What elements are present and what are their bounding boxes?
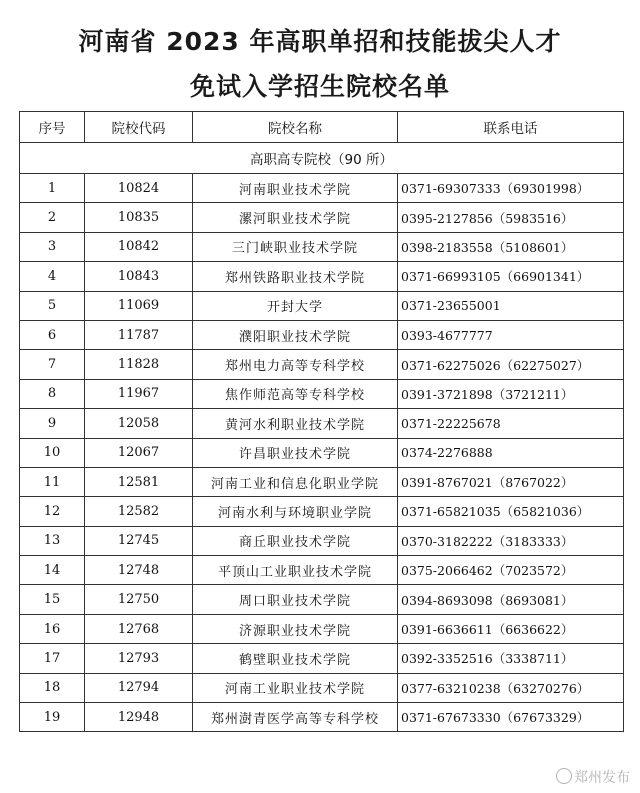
row-num: 14 <box>20 556 85 585</box>
row-num: 1 <box>20 174 85 203</box>
row-code: 12058 <box>85 409 193 438</box>
row-phone: 0398-2183558（5108601） <box>398 232 624 261</box>
row-code: 11069 <box>85 291 193 320</box>
row-name: 商丘职业技术学院 <box>193 526 398 555</box>
row-phone: 0370-3182222（3183333） <box>398 526 624 555</box>
row-phone: 0371-23655001 <box>398 291 624 320</box>
row-num: 8 <box>20 379 85 408</box>
row-code: 12750 <box>85 585 193 614</box>
table-row <box>20 379 624 408</box>
table-header-row <box>20 112 624 143</box>
row-code: 11967 <box>85 379 193 408</box>
watermark <box>556 767 630 787</box>
row-name: 濮阳职业技术学院 <box>193 320 398 349</box>
row-name: 漯河职业技术学院 <box>193 203 398 232</box>
row-code: 12948 <box>85 703 193 732</box>
row-phone: 0393-4677777 <box>398 320 624 349</box>
row-name: 河南工业和信息化职业学院 <box>193 467 398 496</box>
row-phone: 0391-8767021（8767022） <box>398 467 624 496</box>
row-num: 7 <box>20 350 85 379</box>
row-code: 12768 <box>85 614 193 643</box>
table-row <box>20 409 624 438</box>
row-code: 11787 <box>85 320 193 349</box>
schools-table <box>19 111 624 732</box>
row-code: 12067 <box>85 438 193 467</box>
row-num: 15 <box>20 585 85 614</box>
row-name: 济源职业技术学院 <box>193 614 398 643</box>
table-row <box>20 262 624 291</box>
header-name: 院校名称 <box>193 112 398 143</box>
row-phone: 0371-62275026（62275027） <box>398 350 624 379</box>
row-code: 12793 <box>85 644 193 673</box>
row-name: 河南水利与环境职业学院 <box>193 497 398 526</box>
row-code: 12794 <box>85 673 193 702</box>
row-phone: 0371-22225678 <box>398 409 624 438</box>
table-row <box>20 438 624 467</box>
row-num: 12 <box>20 497 85 526</box>
row-name: 鹤壁职业技术学院 <box>193 644 398 673</box>
row-code: 10835 <box>85 203 193 232</box>
row-name: 平顶山工业职业技术学院 <box>193 556 398 585</box>
row-name: 河南职业技术学院 <box>193 174 398 203</box>
row-num: 4 <box>20 262 85 291</box>
row-num: 11 <box>20 467 85 496</box>
row-phone: 0377-63210238（63270276） <box>398 673 624 702</box>
row-num: 17 <box>20 644 85 673</box>
row-code: 12748 <box>85 556 193 585</box>
row-code: 11828 <box>85 350 193 379</box>
watermark-text: 郑州发布 <box>574 770 630 786</box>
row-num: 18 <box>20 673 85 702</box>
row-name: 三门峡职业技术学院 <box>193 232 398 261</box>
row-phone: 0395-2127856（5983516） <box>398 203 624 232</box>
row-num: 9 <box>20 409 85 438</box>
row-name: 郑州电力高等专科学校 <box>193 350 398 379</box>
row-name: 河南工业职业技术学院 <box>193 673 398 702</box>
table-row <box>20 174 624 203</box>
document-title-line2: 免试入学招生院校名单 <box>189 72 450 101</box>
row-num: 13 <box>20 526 85 555</box>
row-num: 3 <box>20 232 85 261</box>
section-label: 高职高专院校（90 所） <box>20 143 624 174</box>
section-row <box>20 143 624 174</box>
row-phone: 0392-3352516（3338711） <box>398 644 624 673</box>
table-row <box>20 614 624 643</box>
table-row <box>20 644 624 673</box>
row-phone: 0371-67673330（67673329） <box>398 703 624 732</box>
table-row <box>20 232 624 261</box>
row-code: 12582 <box>85 497 193 526</box>
header-code: 院校代码 <box>85 112 193 143</box>
row-name: 焦作师范高等专科学校 <box>193 379 398 408</box>
table-row <box>20 556 624 585</box>
row-num: 5 <box>20 291 85 320</box>
row-code: 12745 <box>85 526 193 555</box>
table-row <box>20 526 624 555</box>
weibo-icon <box>556 768 572 784</box>
row-code: 10824 <box>85 174 193 203</box>
row-phone: 0374-2276888 <box>398 438 624 467</box>
row-num: 10 <box>20 438 85 467</box>
row-name: 许昌职业技术学院 <box>193 438 398 467</box>
table-row <box>20 703 624 732</box>
table-row <box>20 350 624 379</box>
row-code: 10842 <box>85 232 193 261</box>
table-row <box>20 467 624 496</box>
table-row <box>20 497 624 526</box>
header-num: 序号 <box>20 112 85 143</box>
table-row <box>20 673 624 702</box>
table-row <box>20 203 624 232</box>
row-num: 6 <box>20 320 85 349</box>
row-name: 郑州澍青医学高等专科学校 <box>193 703 398 732</box>
row-name: 周口职业技术学院 <box>193 585 398 614</box>
row-num: 19 <box>20 703 85 732</box>
row-phone: 0391-6636611（6636622） <box>398 614 624 643</box>
row-phone: 0371-65821035（65821036） <box>398 497 624 526</box>
row-phone: 0391-3721898（3721211） <box>398 379 624 408</box>
row-code: 12581 <box>85 467 193 496</box>
row-phone: 0375-2066462（7023572） <box>398 556 624 585</box>
row-name: 开封大学 <box>193 291 398 320</box>
row-phone: 0371-69307333（69301998） <box>398 174 624 203</box>
table-row <box>20 320 624 349</box>
row-code: 10843 <box>85 262 193 291</box>
row-num: 2 <box>20 203 85 232</box>
row-phone: 0394-8693098（8693081） <box>398 585 624 614</box>
table-row <box>20 291 624 320</box>
row-num: 16 <box>20 614 85 643</box>
row-name: 黄河水利职业技术学院 <box>193 409 398 438</box>
header-phone: 联系电话 <box>398 112 624 143</box>
row-phone: 0371-66993105（66901341） <box>398 262 624 291</box>
document-title-line1: 河南省 2023 年高职单招和技能拔尖人才 <box>78 27 562 56</box>
row-name: 郑州铁路职业技术学院 <box>193 262 398 291</box>
table-row <box>20 585 624 614</box>
